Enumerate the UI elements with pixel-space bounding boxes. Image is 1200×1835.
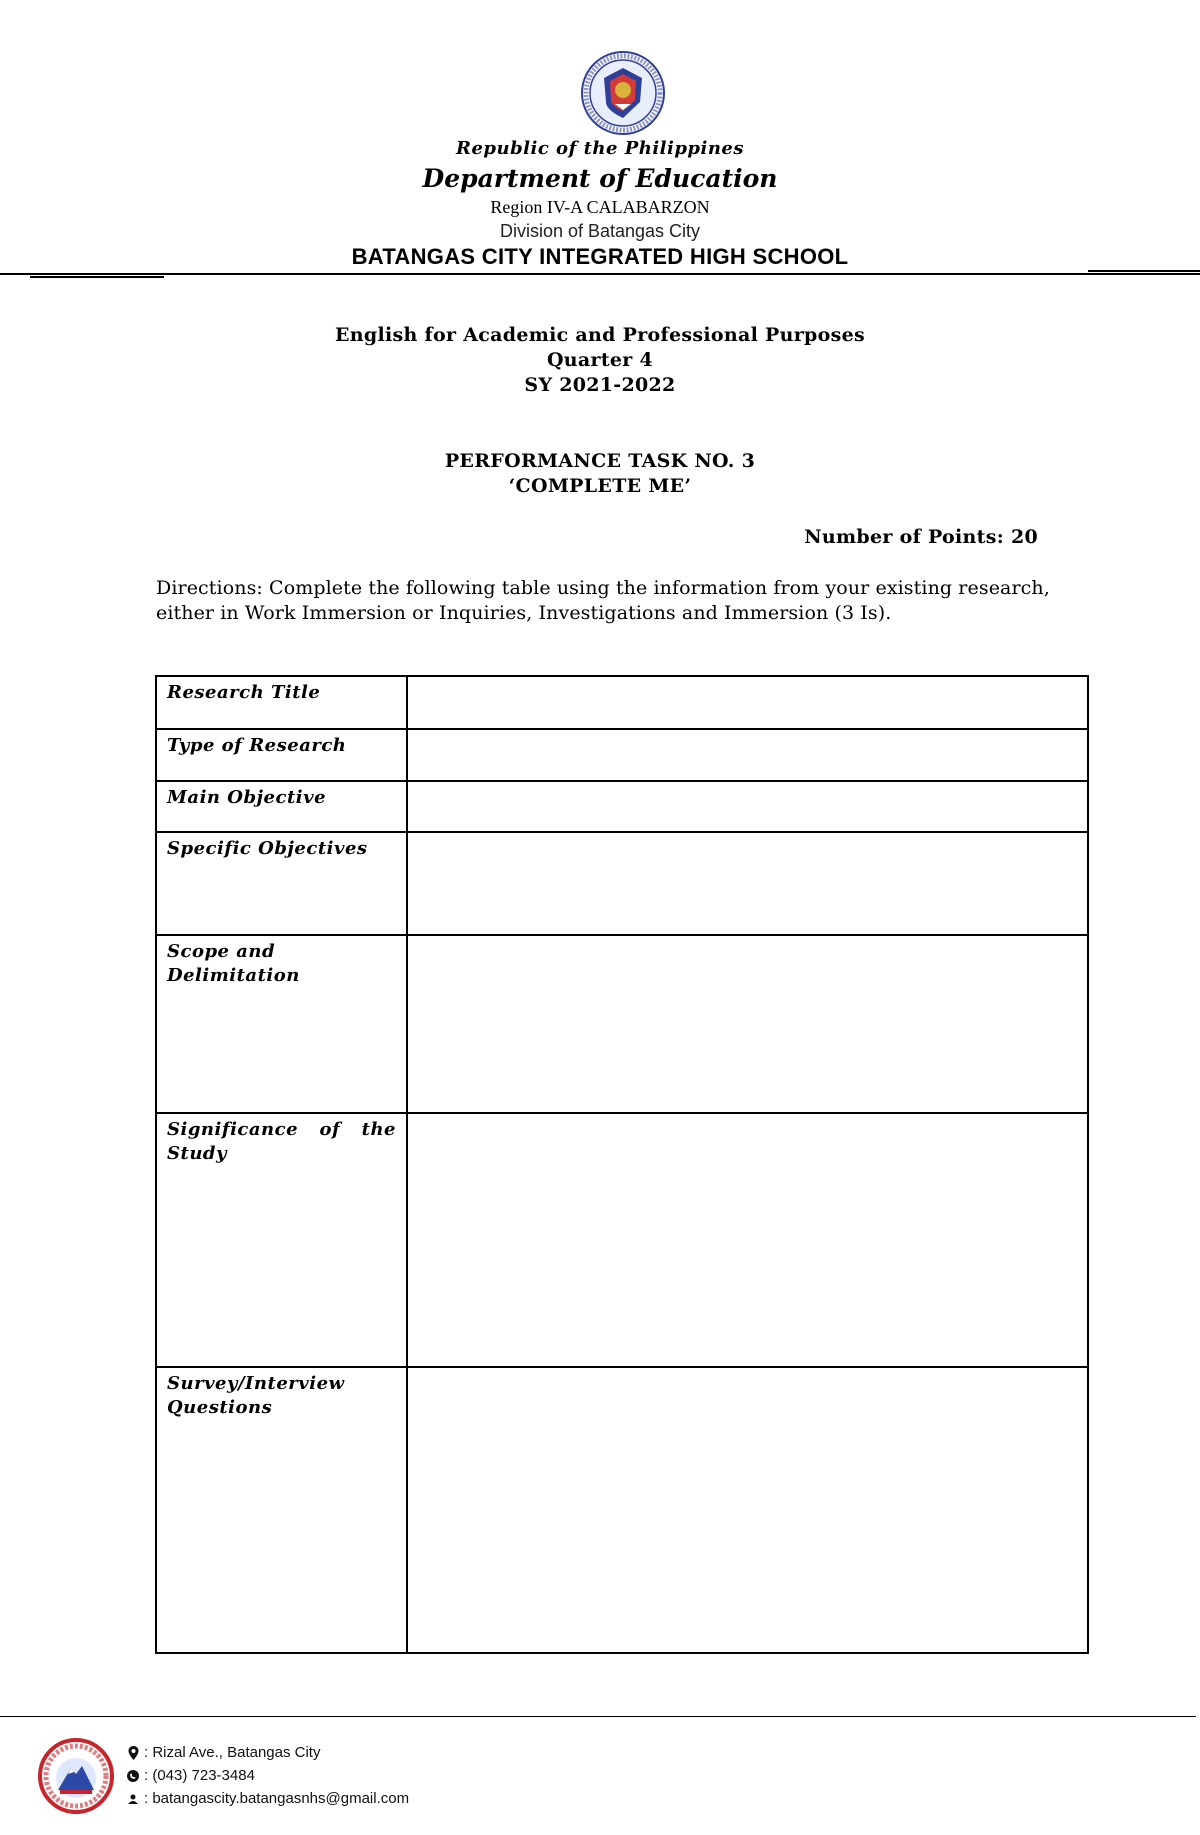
table-row — [156, 1113, 1088, 1367]
table-row — [156, 832, 1088, 935]
row-answer-scope-and-delimitation[interactable] — [407, 935, 1088, 1113]
row-answer-significance-of-the-study[interactable] — [407, 1113, 1088, 1367]
footer-divider — [0, 1716, 1196, 1717]
directions-text: Directions: Complete the following table using the information from your existing research, either in Work Immersion or Inquiries, Investigations and Immersion (3 Is). — [156, 577, 1050, 624]
task-title: ‘COMPLETE ME’ — [508, 475, 692, 497]
table-row — [156, 1367, 1088, 1653]
row-label-main-objective: Main Objective — [156, 781, 407, 832]
header-divider-accent-right — [1088, 270, 1200, 272]
table-row — [156, 729, 1088, 781]
task-number: PERFORMANCE TASK NO. 3 — [444, 450, 756, 472]
school-logo — [38, 1738, 114, 1814]
row-label-scope-and-delimitation: Scope and Delimitation — [156, 935, 407, 1113]
subject-title: English for Academic and Professional Purposes — [335, 324, 865, 346]
row-answer-specific-objectives[interactable] — [407, 832, 1088, 935]
header-divider-accent-left — [30, 276, 164, 278]
row-answer-research-title[interactable] — [407, 676, 1088, 729]
republic-line: Republic of the Philippines — [455, 138, 745, 159]
footer-address-row — [127, 1741, 409, 1764]
footer-contact — [127, 1741, 409, 1810]
row-label-research-title: Research Title — [156, 676, 407, 729]
points-label: Number of Points: 20 — [804, 526, 1038, 548]
row-label-significance-of-the-study: Significance of the Study — [156, 1113, 407, 1367]
table-row — [156, 781, 1088, 832]
footer-email[interactable]: : batangascity.batangasnhs@gmail.com — [144, 1790, 410, 1807]
region-line: Region IV-A CALABARZON — [490, 197, 710, 217]
table-row — [156, 935, 1088, 1113]
table-row — [156, 676, 1088, 729]
department-line: Department of Education — [422, 164, 778, 193]
phone-icon — [127, 1769, 139, 1783]
footer-phone-row — [127, 1764, 409, 1787]
footer-email-row — [127, 1787, 409, 1810]
school-year: SY 2021-2022 — [524, 374, 676, 396]
location-pin-icon — [127, 1746, 139, 1760]
quarter-label: Quarter 4 — [546, 349, 654, 371]
school-name: BATANGAS CITY INTEGRATED HIGH SCHOOL — [351, 244, 849, 269]
division-line: Division of Batangas City — [499, 221, 701, 241]
row-label-survey-interview-questions: Survey/Interview Questions — [156, 1367, 407, 1653]
row-answer-main-objective[interactable] — [407, 781, 1088, 832]
row-label-specific-objectives: Specific Objectives — [156, 832, 407, 935]
row-label-type-of-research: Type of Research — [156, 729, 407, 781]
deped-seal-logo — [580, 50, 666, 136]
row-answer-type-of-research[interactable] — [407, 729, 1088, 781]
header-divider — [0, 273, 1200, 275]
footer-address: : Rizal Ave., Batangas City — [144, 1744, 321, 1761]
footer-phone: : (043) 723-3484 — [144, 1767, 255, 1784]
row-answer-survey-interview-questions[interactable] — [407, 1367, 1088, 1653]
email-icon — [127, 1792, 139, 1806]
research-table — [155, 675, 1089, 1654]
